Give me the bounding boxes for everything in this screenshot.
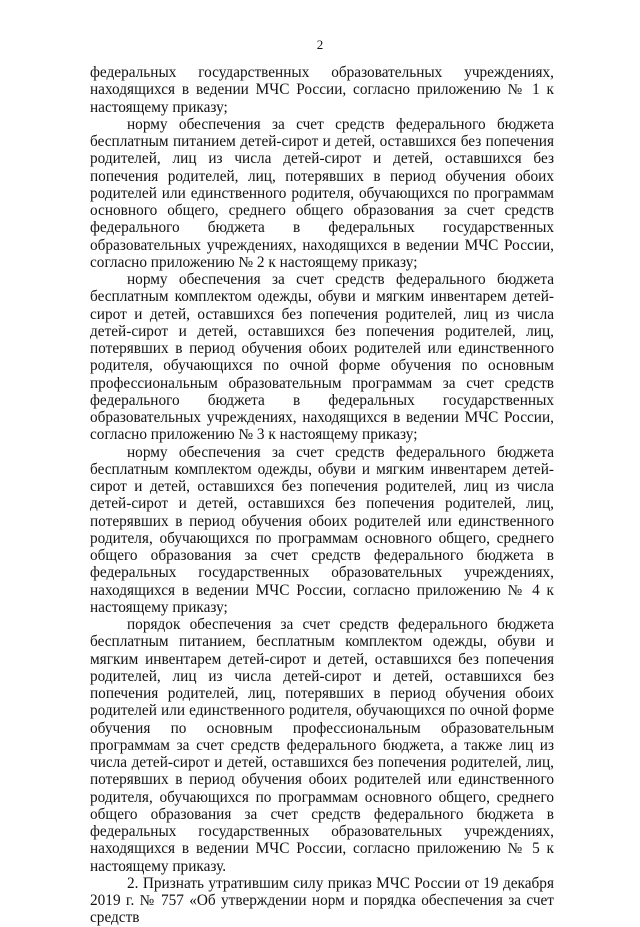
page-number: 2 (316, 37, 324, 52)
paragraph-appendix-3-clothing-norm-vocational: норму обеспечения за счет средств федерального бюджета бесплатным комплектом одежды, обуви и мягким инвентарем детей-сирот и детей, оставшихся без попечения родителей, лиц из числа детей-сирот и детей, оставшихся без попечения родителей, лиц, потерявших в период обучения обоих родителей или единственного родителя, обучающихся по очной форме обучения по основным профессиональным образовательным программам за счет средств федерального бюджета в федеральных государственных образовательных учреждениях, находящихся в ведении МЧС России, согласно приложению № 3 к настоящему приказу; (90, 271, 554, 444)
paragraph-appendix-2-meals-norm: норму обеспечения за счет средств федерального бюджета бесплатным питанием детей-сирот и детей, оставшихся без попечения родителей, лиц из числа детей-сирот и детей, оставшихся без попечения родителей, лиц, потерявших в период обучения обоих родителей или единственного родителя, обучающихся по программам основного общего, среднего общего образования за счет средств федерального бюджета в федеральных государственных образовательных учреждениях, находящихся в ведении МЧС России, согласно приложению № 2 к настоящему приказу; (90, 115, 554, 271)
paragraph-appendix-4-clothing-norm-general: норму обеспечения за счет средств федерального бюджета бесплатным комплектом одежды, обуви и мягким инвентарем детей-сирот и детей, оставшихся без попечения родителей, лиц из числа детей-сирот и детей, оставшихся без попечения родителей, лиц, потерявших в период обучения обоих родителей или единственного родителя, обучающихся по программам основного общего, среднего общего образования за счет средств федерального бюджета в федеральных государственных образовательных учреждениях, находящихся в ведении МЧС России, согласно приложению № 4 к настоящему приказу; (90, 443, 554, 616)
paragraph-appendix-5-provision-procedure: порядок обеспечения за счет средств федерального бюджета бесплатным питанием, бесплатным комплектом одежды, обуви и мягким инвентарем детей-сирот и детей, оставшихся без попечения родителей, лиц из числа детей-сирот и детей, оставшихся без попечения родителей, лиц, потерявших в период обучения обоих родителей или единственного родителя, обучающихся по очной форме обучения по основным профессиональным образовательным программам за счет средств федерального бюджета, а также лиц из числа детей-сирот и детей, оставшихся без попечения родителей, лиц, потерявших в период обучения обоих родителей или единственного родителя, обучающихся по программам основного общего, среднего общего образования за счет средств федерального бюджета в федеральных государственных образовательных учреждениях, находящихся в ведении МЧС России, согласно приложению № 5 к настоящему приказу. (90, 616, 554, 875)
paragraph-item-2-repeal: 2. Признать утратившим силу приказ МЧС России от 19 декабря 2019 г. № 757 «Об утверждении норм и порядка обеспечения за счет средств (90, 874, 554, 927)
document-body (90, 64, 554, 927)
paragraph-appendix-1-continuation: федеральных государственных образовательных учреждениях, находящихся в ведении МЧС России, согласно приложению № 1 к настоящему приказу; (90, 64, 554, 116)
